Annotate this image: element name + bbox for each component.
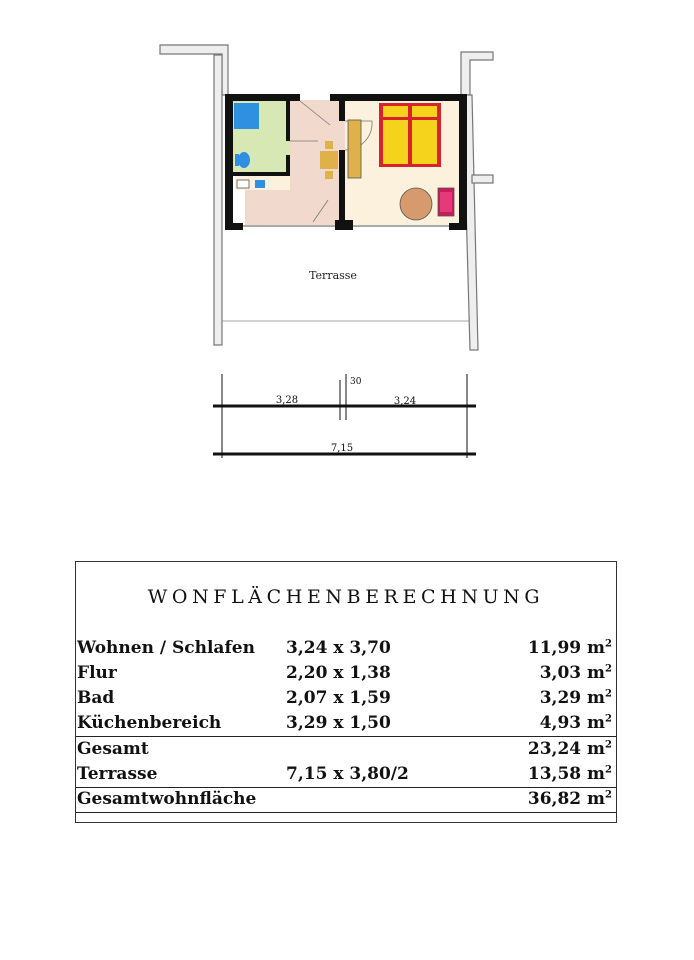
- row-area: 13,58 $m^2$: [527, 764, 612, 784]
- row-area: 23,24 $m^2$: [527, 739, 612, 759]
- row-label: Terrasse: [77, 764, 158, 784]
- hall-table: [320, 151, 338, 169]
- row-area: 11,99 $m^2$: [527, 638, 612, 658]
- sink: [255, 180, 265, 188]
- row-label: Flur: [77, 663, 117, 683]
- row-label: Wohnen / Schlafen: [77, 638, 255, 658]
- row-dimensions: 2,07 x 1,59: [286, 688, 391, 708]
- toilet: [238, 152, 250, 168]
- row-label: Bad: [77, 688, 115, 708]
- row-label: Gesamtwohnfläche: [77, 789, 257, 809]
- chair-top: [325, 141, 333, 149]
- calculation-title: WONFLÄCHENBERECHNUNG: [147, 586, 545, 608]
- cabinet: [348, 120, 361, 178]
- table-row: [76, 636, 616, 661]
- kitchen-sink: [237, 180, 249, 188]
- row-area: 36,82 $m^2$: [527, 789, 612, 809]
- row-area: 4,93 $m^2$: [539, 713, 612, 733]
- round-table: [400, 188, 432, 220]
- table-row: [76, 762, 616, 788]
- shower-tray: [234, 103, 259, 129]
- row-label: Küchenbereich: [77, 713, 222, 733]
- row-dimensions: 3,24 x 3,70: [286, 638, 391, 658]
- area-calculation-table: [75, 561, 617, 823]
- bed: [379, 103, 441, 167]
- dim-left: 3,28: [275, 395, 299, 406]
- dim-wall: 30: [350, 377, 362, 387]
- boundary-wall-left: [160, 45, 228, 345]
- table-row: [76, 661, 616, 686]
- dim-right: 3,24: [393, 396, 417, 407]
- row-area: 3,03 $m^2$: [539, 663, 612, 683]
- table-row-total: [76, 737, 616, 762]
- row-dimensions: 3,29 x 1,50: [286, 713, 391, 733]
- toilet-tank: [235, 154, 239, 166]
- table-row: [76, 711, 616, 737]
- row-area: 3,29 $m^2$: [539, 688, 612, 708]
- row-dimensions: 7,15 x 3,80/2: [286, 764, 409, 784]
- table-row: [76, 686, 616, 711]
- table-row-grand-total: [76, 787, 616, 813]
- terrace-label: Terrasse: [309, 269, 357, 282]
- chair-bottom: [325, 171, 333, 179]
- dim-total: 7,15: [330, 443, 354, 454]
- row-dimensions: 2,20 x 1,38: [286, 663, 391, 683]
- row-label: Gesamt: [77, 739, 149, 759]
- armchair-seat: [440, 192, 452, 212]
